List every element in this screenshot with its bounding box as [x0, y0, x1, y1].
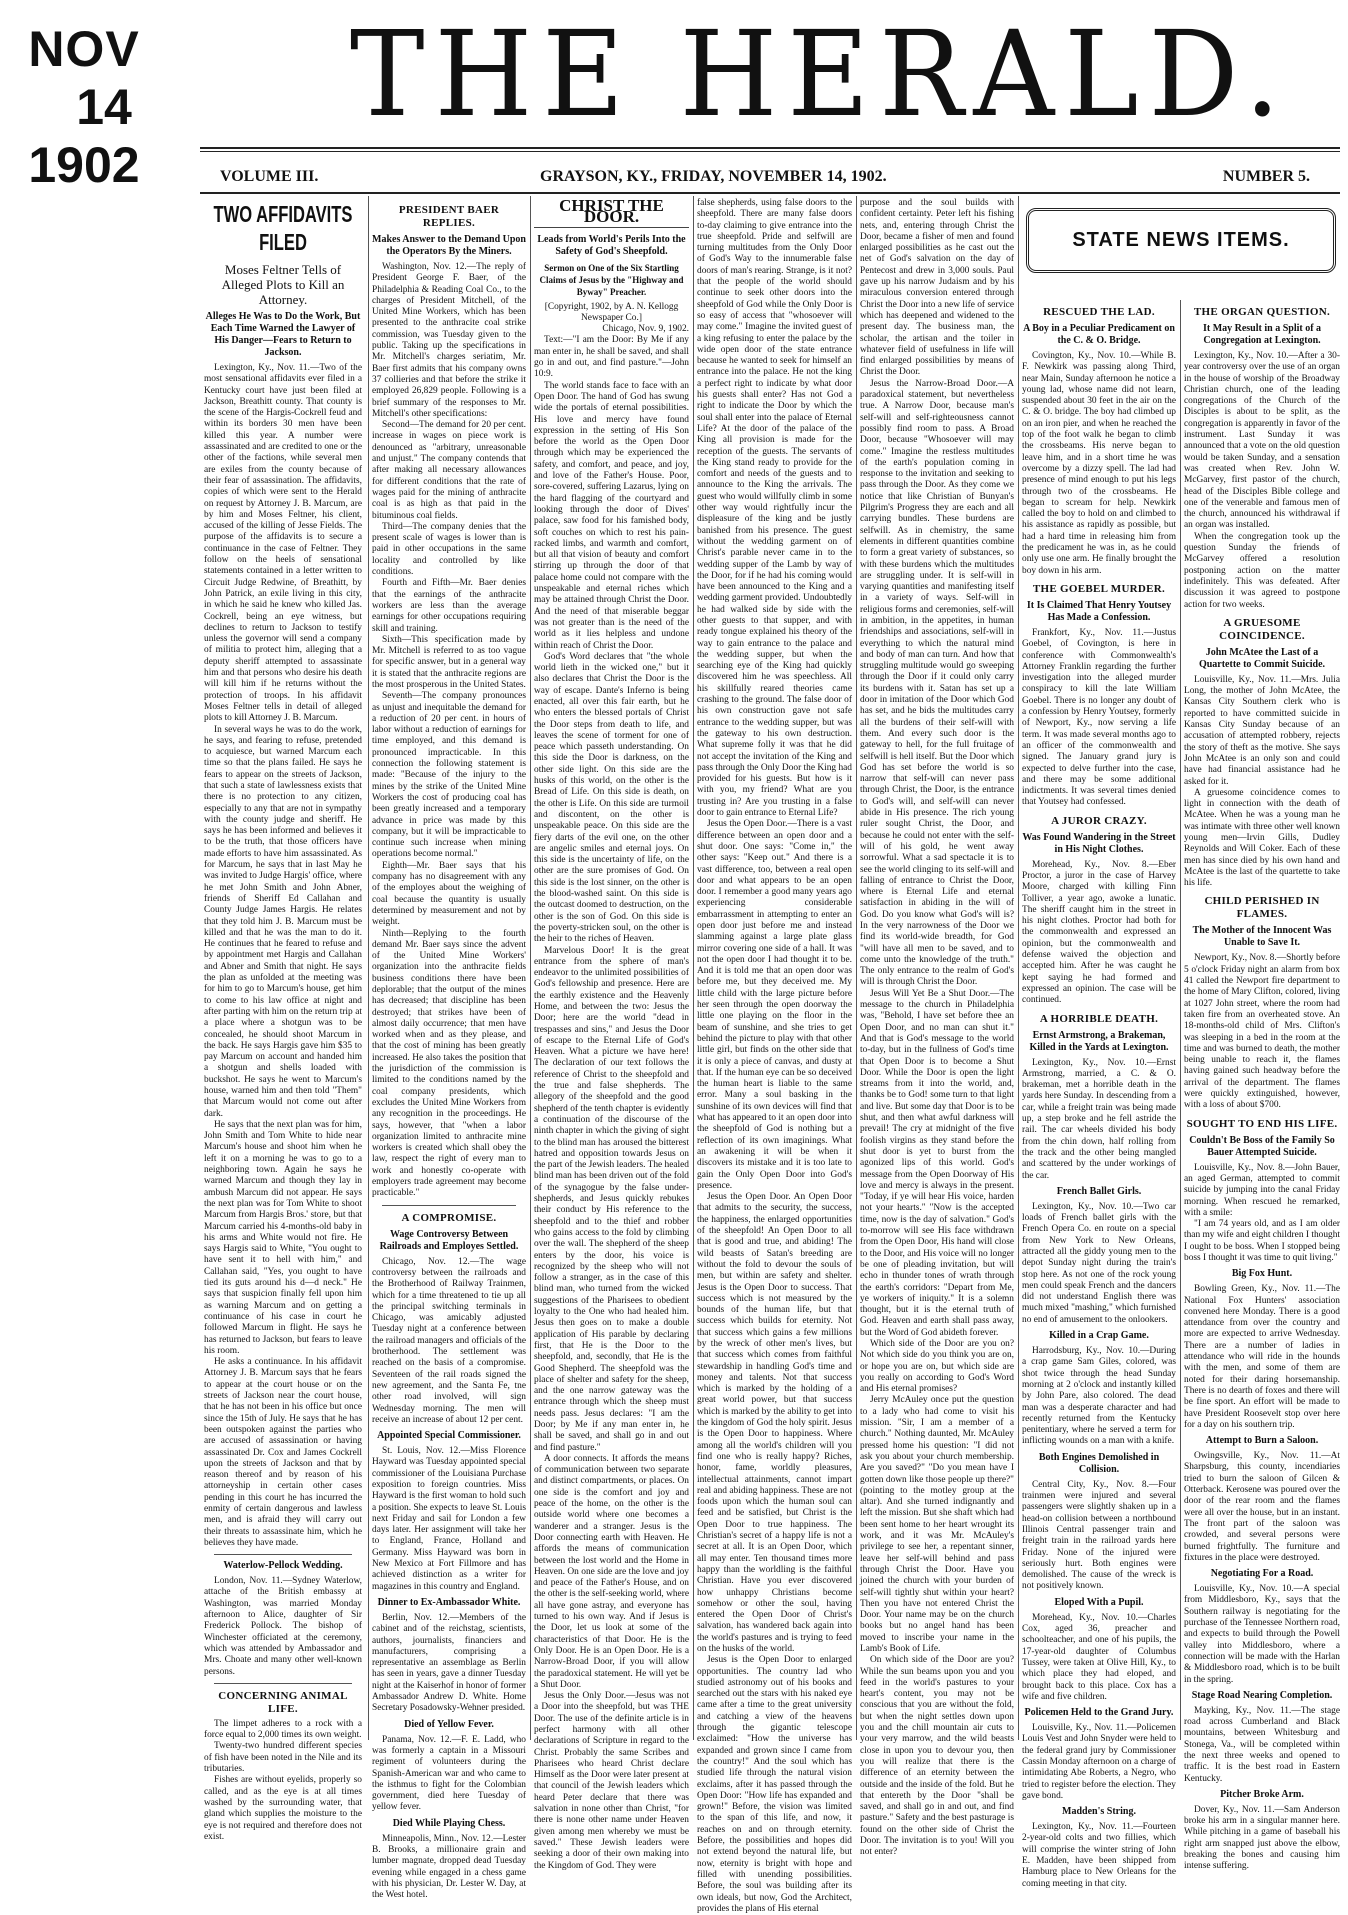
headline: THE ORGAN QUESTION.: [1193, 306, 1331, 318]
paragraph: Frankfort, Ky., Nov. 11.—Justus Goebel, of Covington, is here in conference with Commonwealth's Attorney Franklin regarding the further investigation into the alleged murder conspiracy to kill the late William Goebel. There is no longer any doubt of a confession by Henry Youtsey, formerly of Newport, Ky., now serving a life term. It was made several months ago to an officer of the commonwealth and signed. The January grand jury is expected to delve further into the case, and there may be some additional indictments. It was several times denied that Youtsey had confessed.: [1022, 627, 1176, 808]
paragraph: Newport, Ky., Nov. 8.—Shortly before 5 o'clock Friday night an alarm from box 41 called the Newport fire department to the home of Mary Clifton, colored, living at 1027 John street, where the room had taken fire from an overheated stove. An 18-months-old child of Mrs. Clifton's was sleeping in a bed in the room at the time and was burned to death, the mother being unable to reach it, the flames having gained such headway before the arrival of the department. The flames were quickly extinguished, however, with a loss of about $700.: [1184, 953, 1340, 1111]
paragraph: Owingsville, Ky., Nov. 11.—At Sharpsburg, this county, incendiaries tried to burn the saloon of Gilcen & Otterback. Kerosene was poured over the door of the rear room and the flames were all over the house, but in an instant. The front part of the saloon was crowded, and several persons were burned frightfully. The furniture and fixtures in the place were destroyed.: [1184, 1451, 1340, 1563]
article-christ-the-door-end: [860, 198, 1014, 1858]
column-rule: [856, 196, 857, 1740]
column-rule: [693, 196, 694, 1740]
divider: [382, 1205, 516, 1206]
deck: Couldn't Be Boss of the Family So Bauer Attempted Suicide.: [1189, 1134, 1335, 1158]
headline: French Ballet Girls.: [1056, 1185, 1142, 1197]
headline: CONCERNING ANIMAL LIFE.: [218, 1689, 348, 1715]
paragraph: Seventh—The company pronounces as unjust and inequitable the demand for a reduction of 20 per cent. in hours of labor without a reduction of earnings for time employed, and this demand is pronounced impracticable. In this connection the following statement is made: "Because of the injury to the mines by the strike of the United Mine Workers the cost of producing coal has been greatly increased and a temporary advance in price was made by this company, but it will be impracticable to continue such increase when mining operations become normal.": [372, 691, 526, 860]
paragraph: Text:—"I am the Door: By Me if any man enter in, he shall be saved, and shall go in and out, and find pasture."—John 10:9.: [534, 335, 689, 380]
stamp-day: 14: [76, 79, 132, 135]
headline: Waterlow-Pellock Wedding.: [223, 1560, 343, 1572]
headline: RESCUED THE LAD.: [1043, 306, 1155, 318]
paragraph: London, Nov. 11.—Sydney Waterlow, attache of the British embassy at Washington, was married Monday afternoon to Alice, daughter of Sir Frederick Pollock. The bishop of Winchester officiated at the ceremony, which was attended by Ambassador and Mrs. Choate and many other well-known persons.: [204, 1576, 362, 1677]
headline: A JUROR CRAZY.: [1051, 814, 1147, 827]
paragraph: Dover, Ky., Nov. 11.—Sam Anderson broke his arm in a singular manner here. While pitching in a game of baseball his right arm snapped just above the elbow, breaking the bones and causing him intense suffering.: [1184, 1804, 1340, 1872]
paragraph: In several ways he was to do the work, he says, and fearing to refuse, pretended to acquiesce, but warned Marcum each time so that the plans failed. He says he fears to appear on the streets of Jackson, that such a state of lawlessness exists that there is no protection to any citizen, especially to any that are not in sympathy with the county judge and sheriff. He says he has been informed and believes it to be the truth, that those officers have made efforts to have him assassinated. As for Marcum, he says that in last May he was invited to Judge Hargis' office, where he met John Smith and John Abner, friends of Sheriff Ed Callahan and County Judge James Hargis. He relates that they told him J. B. Marcum must be killed and that he was the man to do it. He continues that he feared to refuse and by appointment met Hargis and Callahan and Abner and Smith that night. He says the plan as unfolded at the meeting was for him to go to Marcum's house, get him to come to his law office at night and after parting with him on the return trip at a place where a shotgun was to be concealed, he should shoot Marcum in the back. He says Hargis gave him $35 to pay Marcum on account and handed him a shotgun and shells loaded with buckshot. He says he went to Marcum's house, warned him and then told "Them" that Marcum would not come out after dark.: [204, 724, 362, 1119]
headline: CHILD PERISHED IN FLAMES.: [1204, 895, 1320, 921]
divider: [214, 1683, 352, 1684]
dateline: [200, 168, 1340, 190]
paragraph: A door connects. It affords the means of communication between two separate and distinct compartments, or places. On one side is the comfort and joy and peace of the home, on the other is the outside world where one becomes a wanderer and a stranger. Jesus is the Door connecting earth with Heaven. He affords the means of communication between the lost world and the Home in Heaven. On one side are the love and joy and peace of the Father's House, and on the other is the self-seeking world, where all have gone astray, and everyone has turned to his own way. And if Jesus is the Door, let us look at some of the characteristics of that Door. He is the Only Door. He is an Open Door. He is a Narrow-Broad Door, if you will allow the paradoxical statement. He will yet be a Shut Door.: [534, 1453, 689, 1690]
headline: SOUGHT TO END HIS LIFE.: [1186, 1117, 1338, 1130]
paragraph: He asks a continuance. In his affidavit Attorney J. B. Marcum says that he fears to appear at the court house or on the streets of Jackson near the court house, that he has not been in his office but once since the 15th of July. He says that he has been outspoken against the parties who are accused of assassination or having assassinated Dr. Cox and James Cockrell upon the streets of Jackson and that by reason thereof and by reason of his attorneyship in certain other cases pending in this court he has incurred the enmity of certain dangerous and lawless men, and is afraid they will carry out their threats to assassinate him, which he believes they have made.: [204, 1357, 362, 1548]
deck: Wage Controversy Between Railroads and Employes Settled.: [379, 1228, 519, 1252]
column-rule: [368, 196, 369, 1740]
paragraph: Jesus Will Yet Be a Shut Door.—The message to the church in Philadelphia was, "Behold, I have set before thee an Open Door, and no man can shut it." And that is God's message to the world to-day, but in the fullness of God's time that Open Door is to become a Shut Door. While the Door is open the light streams from it into the world, and, thanks be to God! some turn to that light and live. But some day that Door is to be shut, and then what awful darkness will prevail! The cry at midnight of the five foolish virgins as they stand before the shut door is yet to burst from the agonized lips of this world. God's message from the Open Doorway of His love and mercy is always in the present. "Today, if ye will hear His voice, harden not your hearts." "Now is the accepted time, now is the day of salvation." God's to-morrow will see His face withdrawn from the Open Door, His hand will close to the Door, and His voice will no longer be one of pleading invitation, but will echo in thunder tones of wrath through the earth's corridors: "Depart from Me, ye workers of iniquity." It is a solemn thought, but it is the eternal truth of God. Heaven and earth shall pass away, but the Word of God abideth forever.: [860, 988, 1014, 1338]
masthead-rule-thin: [200, 151, 1340, 152]
paragraph: Louisville, Ky., Nov. 8.—John Bauer, an aged German, attempted to commit suicide by jumping into the canal Friday morning. When rescued he remarked, with a smile:: [1184, 1162, 1340, 1218]
dateline-rule: [200, 192, 1340, 194]
column-rule: [1018, 196, 1019, 1740]
subheadline: Moses Feltner Tells of Alleged Plots to Kill an Attorney.: [221, 262, 345, 307]
paragraph: Mayking, Ky., Nov. 11.—The stage road across Cumberland and Black mountains, between Whitesburg and Stonega, Va., will be completed within the next three weeks and opened to traffic. It is the best road in Eastern Kentucky.: [1184, 1705, 1340, 1784]
headline: Attempt to Burn a Saloon.: [1205, 1435, 1319, 1447]
deck: Makes Answer to the Demand Upon the Operators By the Miners.: [372, 234, 526, 257]
paragraph: St. Louis, Nov. 12.—Miss Florence Hayward was Tuesday appointed special commissioner of the Louisiana Purchase exposition to foreign countries. Miss Hayward is the first woman to hold such a position. She expects to leave St. Louis next Friday and sail for London a few days later. Her assignment will take her to England, France, Holland and Germany. Miss Hayward was born in New Mexico at Fort Fillmore and has achieved distinction as a writer for magazines in this country and England.: [372, 1446, 526, 1592]
copyright-line: [Copyright, 1902, by A. N. Kellogg Newspaper Co.]: [544, 301, 679, 323]
article-christ-the-door: [534, 196, 689, 1871]
paragraph: Which side of the Door are you on? Not which side do you think you are on, or hope you are on, but which side are you really on according to God's Word and His eternal promises?: [860, 1338, 1014, 1395]
paragraph: Central City, Ky., Nov. 8.—Four trainmen were injured and several passengers were slightly shaken up in a head-on collision between a northbound Illinois Central passenger train and freight train in the railroad yards here Friday. None of the injured were seriously hurt. Both engines were demolished. The cause of the wreck is not positively known.: [1022, 1479, 1176, 1592]
column-rule: [530, 196, 531, 1740]
paragraph: Marvelous Door! It is the great entrance from the sphere of man's endeavor to the unlimited possibilities of God's fellowship and presence. Here are the earthly existence and the Heavenly Home, and between the two: Jesus the Door; here are the world "dead in trespasses and sins," and Jesus the Door of escape to the Eternal Life of God's Heaven. What a picture we have here! The declaration of our text follows the reference of Christ to the sheepfold and the true and false shepherds. The allegory of the sheepfold and the good shepherd of the tenth chapter is evidently a continuation of the discourse of the ninth chapter in which the giving of sight to the blind man has aroused the bitterest hatred and opposition towards Jesus on the part of the Jewish leaders. The healed blind man has been driven out of the fold of the synagogue by the false under-shepherds, and Jesus quickly rebukes their conduct by His reference to the sheepfold and to the thief and robber who gains access to the fold by climbing over the wall. The shepherd of the sheep enters by the door, his voice is recognized by the sheep who will not follow a stranger, as in the case of this blind man, who turned from the wicked suggestions of the Pharisees to obedient loyalty to the One who had healed him. Jesus then goes on to make a double application of His parable by declaring first, that He is the Door to the sheepfold, and, secondly, that He is the Good Shepherd. The sheepfold was the place of shelter and safety for the sheep, and the one narrow gateway was the entrance through which the sheep must needs pass. Jesus declares: "I am the Door; by Me if any man enter in, he shall be saved, and shall go in and out and find pasture.": [534, 945, 689, 1453]
paragraph: Covington, Ky., Nov. 10.—While B. F. Newkirk was passing along Third, near Main, Sunday afternoon he notice a young lad, whose name did not learn, suspended about 30 feet in the air on the C. & O. bridge. The boy had climbed up on an iron pier, and when he reached the top of the foot walk he began to climb the crossbeams. His nerve began to leave him, and in a short time he was overcome by a dizzy spell. The lad had presence of mind enough to put his legs through two of the crossbeams. He began to scream for help. Newkirk called the boy to hold on and climbed to his assistance as rapidly as possible, but had a hard time in releasing him from the predicament he was in, as he could only use one arm. He finally brought the boy down in his arm.: [1022, 351, 1176, 576]
paragraph: Jesus the Narrow-Broad Door.—A paradoxical statement, but nevertheless true. A Narrow Door, because man's self-will and self-righteousness cannot possibly find room to pass. A Broad Door, because "Whosoever will may come." Imagine the restless multitudes of the earth's population coming in response to the invitation and seeking to pass through the Door. As they come we notice that like Christian of Bunyan's Pilgrim's Progress they are each and all carrying bundles. These burdens are selfwill. As in chemistry, the same elements in different quantities combine to form a great variety of substances, so with these burdens which the multitudes are struggling under. It is self-will in varying quantities and manifesting itself in a variety of ways. Self-will in religious forms and ceremonies, self-will in ambition, in the appetites, in human friendships and associations, self-will in everything to which the natural mind and body of man can turn. And how that struggling multitude would go sweeping through the Door if it could only carry its burdens with it. Satan has set up a door in imitation of the Door which God has set, and he bids the multitudes carry all the burdens of their self-will with them. And every such door is the gateway to hell, for the full fruitage of selfwill is hell itself. But the Door which God has set before the world is so narrow that self-will can never pass through Christ, the Door, is the entrance to God's will, and self-will can never abide in His presence. The rich young ruler sought Christ, the Door, and because he could not enter with the self-will of his gold, he went away sorrowful. What a sad spectacle it is to see the world clinging to its self-will and falling of entrance to Christ the Door, where is Eternal Life and eternal satisfaction in abiding in the will of God. Do you know what God's will is? In the very narrowness of the Door we find its world-wide breadth, for God "will have all men to be saved, and to come unto the knowledge of the truth." The only entrance to the realm of God's will is through Christ the Door.: [860, 378, 1014, 988]
headline: THE GOEBEL MURDER.: [1032, 582, 1166, 595]
article-two-affidavits: [204, 198, 362, 1842]
column-rule: [1180, 300, 1181, 1740]
paragraph: When the congregation took up the question Sunday the friends of McGarvey offered a resolution postponing action on the matter indefinitely. This was defeated. After discussion it was agreed to postpone action for two weeks.: [1184, 531, 1340, 610]
paragraph: Panama, Nov. 12.—F. E. Ladd, who was formerly a captain in a Missouri regiment of volunteers during the Spanish-American war and who came to the isthmus to fight for the Colombian government, died here Tuesday of yellow fever.: [372, 1734, 526, 1813]
paragraph: Bowling Green, Ky., Nov. 11.—The National Fox Hunters' association convened here Monday. There is a good attendance from over the country and more are expected to arrive Wednesday. There are a number of ladies in attendance who will ride in the hounds with the men, and some of them are noted for their daring horsemanship. There is no dearth of foxes and there will be fine sport. An effort will be made to have President Roosevelt stop over here for a day on his southern trip.: [1184, 1284, 1340, 1430]
paragraph: Morehead, Ky., Nov. 8.—Eber Proctor, a juror in the case of Harvey Moore, charged with killing Finn Tolliver, a year ago, awoke a lunatic. The sheriff caught him in the street in his night clothes. Proctor had both for the commonwealth and expressed an opinion, but the commonwealth and defense waived the objection and accepted him. After he was caught he kept saying he had formed and expressed an opinion. The case will be continued.: [1022, 859, 1176, 1006]
paragraph: A gruesome coincidence comes to light in connection with the death of McAtee. When he was a young man he was intimate with three other well known young men—Irvin Gills, Dudley Reynolds and Will Coker. Each of these men has since died by his own hand and McAtee is the last of the quartette to take his life.: [1184, 787, 1340, 889]
headline: Died While Playing Chess.: [392, 1817, 506, 1829]
paragraph: Minneapolis, Minn., Nov. 12.—Lester B. Brooks, a millionaire grain and lumber magnate, dropped dead Tuesday evening while engaged in a chess game with his physician, Dr. Lester W. Day, at the West hotel.: [372, 1833, 526, 1901]
paragraph: On which side of the Door are you? While the sun beams upon you and you feed in the world's pastures to your heart's content, you may not be conscious that you are without the fold, but when the night settles down upon you and the chill mountain air cuts to your very marrow, and the wild beasts close in upon you to devour you, then you will realize that there is the difference of an eternity between the outside and the inside of the fold. But he that entereth by the Door "shall be saved, and shall go in and out, and find pasture." Safety and the best pasturage is found on the other side of Christ the Door. The invitation is to you! Will you not enter?: [860, 1655, 1014, 1858]
paragraph: God's Word declares that "the whole world lieth in the wicked one," but it also declares that Christ the Door is the way of escape. Dante's Inferno is being enacted, all over this fair earth, but he who enters the blessed portals of Christ the Door steps from death to life, and leaves the scene of torment for one of peace which passeth understanding. On this side the Door is darkness, on the other side light. On this side are the husks of this world, on the other is the Bread of Life. On this side is death, on the other is Life. On this side are turmoil and discontent, on the other is unspeakable peace. On this side are the fiery darts of the evil one, on the other are angelic smiles and eternal joys. On this side is the uncertainty of life, on the other are the sure promises of God. On this side is the lost sinner, on the other is the blood-washed saint. On this side is the outcast doomed to destruction, on the other is the son of God. On this side is the poverty-stricken soul, on the other is the heir to the riches of Heaven.: [534, 651, 689, 945]
paragraph: Second—The demand for 20 per cent. increase in wages on piece work is denounced as "arbitrary, unreasonable and unjust." The company contends that after making all necessary allowances for different conditions that the rate of wages paid for the mining of anthracite coal is as high as that paid in the bituminous coal fields.: [372, 420, 526, 521]
headline: A GRUESOME COINCIDENCE.: [1219, 616, 1305, 642]
masthead-title: THE HERALD.: [349, 6, 1291, 144]
paragraph: Third—The company denies that the present scale of wages is lower than is paid in other occupations in the same locality and controlled by like conditions.: [372, 521, 526, 578]
article-christ-the-door-cont: [697, 198, 852, 1914]
state-news-column-left: [1022, 300, 1176, 1889]
headline: Killed in a Crap Game.: [1049, 1330, 1149, 1342]
paragraph: Twenty-two hundred different species of fish have been noted in the Nile and its tributaries.: [204, 1741, 362, 1775]
stamp-year: 1902: [28, 137, 140, 193]
article-president-baer: [372, 198, 526, 1901]
headline: TWO AFFIDAVITS FILED: [213, 201, 353, 255]
headline: Negotiating For a Road.: [1210, 1568, 1314, 1580]
deck: John McAtee the Last of a Quartette to Commit Suicide.: [1198, 646, 1326, 670]
paragraph: "I am 74 years old, and as I am older than my wife and eight children I thought I ought to be boss. When I stopped being boss I thought it was time to quit living.": [1184, 1219, 1340, 1263]
deck: Alleges He Was to Do the Work, But Each Time Warned the Lawyer of His Danger—Fears to Return to Jackson.: [205, 311, 361, 358]
state-news-column-right: [1184, 300, 1340, 1872]
paragraph: false shepherds, using false doors to the sheepfold. There are many false doors to-day claiming to give entrance into the true sheepfold. Pride and selfwill are turning multitudes from the Only Door of God's Way to the innumerable false doors of man's rearing. Strange, is it not? that the people of the world should continue to seek other doors into the sheepfold of God while the Only Door is so easy of access that "whosoever will may come." Imagine the invited guest of a king refusing to enter the palace by the wide open door of the state entrance because he wanted to seek for himself an entrance into the palace. He not the king a perfect right to indicate by what door his guests shall enter? Has not God a right to indicate the Door by which the soul shall enter into the palace of Eternal Life? At the door of the palace of the King all provision is made for the reception of the guests. The servants of the King stand ready to provide for the comfort and needs of the guests and to announce to the King the arrivals. The guest who would willfully climb in some other way would rightfully incur the displeasure of the king and be justly banished from his presence. The guest without the wedding garment on of Christ's parable never came in to the wedding supper of the Lamb by way of the Door, for if he had his coming would have been announced to the King and a wedding garment provided. Undoubtedly he had walked side by side with the other guests to that supper, and with ready tongue explained his theory of the way to gain entrance to the palace and the wedding supper, but when the searching eye of the King had quickly discovered him he was speechless. All his skillfully reared theories came crashing to the ground. The false door of his own construction gave not safe entrance to the wedding supper, but was the gateway to his own destruction. What supreme folly it was that he did not accept the invitation of the King and pass through the Only Door the King had provided for his guests. But how is it with you, my friend? What are you trusting in? Are you trusting in a false door to gain entrance to Eternal Life?: [697, 198, 852, 819]
state-news-banner: STATE NEWS ITEMS.: [1026, 208, 1336, 273]
headline: Policemen Held to the Grand Jury.: [1024, 1707, 1174, 1719]
paragraph: Louisville, Ky., Nov. 11.—Policemen Louis Vest and John Snyder were held to the federal grand jury by Commissioner Cassin Monday afternoon on a charge of intimidating Abe Roberts, a Negro, who tried to register before the election. They gave bond.: [1022, 1723, 1176, 1801]
deck: The Mother of the Innocent Was Unable to Save It.: [1192, 925, 1332, 949]
dateline: Chicago, Nov. 9, 1902.: [602, 324, 689, 335]
masthead-rule-top: [200, 147, 1340, 149]
paragraph: Lexington, Ky., Nov. 10.—Two car loads of French ballet girls with the French Opera Co. en route on a special from New York to New Orleans, attracted all the giddy young men to the depot Sunday night during the train's stop here. As not one of the rock young men could speak French and the dancers did not understand English there was much mixed "mashing," which furnished no end of amusement to the onlookers.: [1022, 1201, 1176, 1325]
headline: Both Engines Demolished in Collision.: [1038, 1451, 1160, 1475]
paragraph: Lexington, Ky., Nov. 10.—After a 30-year controversy over the use of an organ in the house of worship of the Broadway Christian church, one of the leading congregations of the Church of the Disciples is about to be split, as the congregation is apparently in favor of the instrument. Last Sunday it was announced that a vote on the old question would be taken Sunday, and a sensation was created when Rev. John W. McGarvey, first pastor of the church, head of the Disciples Bible college and one of the venerable and famous men of the church, announced his withdrawal if an organ was installed.: [1184, 351, 1340, 531]
paragraph: Louisville, Ky., Nov. 11.—Mrs. Julia Long, the mother of John McAtee, the Kansas City Southern clerk who is reported to have committed suicide in Kansas City Sunday because of an accusation of attempted robbery, rejects the story of theft as the motive. She says John McAtee is an only son and could have had financial assistance had he asked for it.: [1184, 674, 1340, 787]
paragraph: Berlin, Nov. 12.—Members of the cabinet and of the reichstag, scientists, authors, journalists, financiers and manufacturers, comprising a representative an assemblage as Berlin has seen in years, gave a dinner Tuesday night at the Kaiserhof in honor of former Ambassador Andrew D. White. Home Secretary Posadowsky-Wehner presided.: [372, 1612, 526, 1714]
deck: It May Result in a Split of a Congregation at Lexington.: [1202, 323, 1322, 346]
deck: It Is Claimed That Henry Youtsey Has Made a Confession.: [1026, 599, 1172, 623]
deck: Ernst Armstrong, a Brakeman, Killed in the Yards at Lexington.: [1029, 1029, 1169, 1053]
place-date: GRAYSON, KY., FRIDAY, NOVEMBER 14, 1902.: [540, 168, 887, 185]
paragraph: Ninth—Replying to the fourth demand Mr. Baer says since the advent of the United Mine Workers' organization into the anthracite fields business conditions there have been deplorable; that the output of the mines has decreased; that discipline has been destroyed; that strikes have been of almost daily occurrence; that men have worked when and as they please, and that the cost of mining has been greatly increased. He also takes the position that the jurisdiction of the commission is limited to the conditions named by the coal company presidents, which excludes the United Mine Workers from any recognition in the proceedings. He says, however, that "when a labor organization limited to anthracite mine workers is created which shall obey the law, respect the right of every man to work and honestly co-operate with employers trade agreement may become practicable.": [372, 928, 526, 1199]
headline: CHRIST THE DOOR.: [534, 200, 689, 228]
paragraph: Eighth—Mr. Baer says that his company has no disagreement with any of the employes about the weighing of coal because the quantity is usually determined by measurement and not by weight.: [372, 860, 526, 928]
paragraph: Lexington, Ky., Nov. 11.—Fourteen 2-year-old colts and two fillies, which will comprise the winter string of John E. Madden, have been shipped from Hamburg place to New Orleans for the coming meeting in that city.: [1022, 1822, 1176, 1889]
headline: A COMPROMISE.: [401, 1211, 497, 1224]
issue-number: NUMBER 5.: [1222, 168, 1310, 185]
stamp-month: NOV: [28, 21, 140, 77]
paragraph: Jesus the Open Door. An Open Door that admits to the security, the success, the happiness, the enlarged opportunities of the sheepfold! An Open Door to all that is good and true, and abiding! The wild beasts of Satan's breeding are without the fold to devour the souls of men, but within are safety and shelter. Jesus is the Open Door to success. That success which is not measured by the bounds of the human life, but that success which builds for eternity. Not that success which gains a few millions by the wreck of other men's lives, but that success which comes from faithful stewardship in handling God's time and money and talents. Not that success which is marked by the holding of a great world power, but that success which is marked by the ability to get into the kingdom of God the holy spirit. Jesus is the Open Door to happiness. Where among all the world's children will you find one who is really happy? Riches, honor, fame, worldly pleasures, intellectual attainments, cannot impart real and abiding happiness. These are not foods upon which the human soul can feed and be satisfied, but Christ is the Open Door to true happiness. The Christian's secret of a happy life is not a secret at all. It is an Open Door, which all may enter. Ten thousand times more happy than the worldling is the faithful Christian. Have you ever discovered how unhappy Christians become somehow or other the soul, having entered the Open Door of Christ's salvation, has wandered back again into the world's pastures and is trying to feed on the husks of the world.: [697, 1192, 852, 1654]
deck: Sermon on One of the Six Startling Claims of Jesus by the "Highway and Byway" Preacher.: [539, 262, 684, 297]
headline: Died of Yellow Fever.: [404, 1718, 494, 1730]
paragraph: Sixth—This specification made by Mr. Mitchell is referred to as too vague for specific answer, but in a general way it is stated that the anthracite regions are the most prosperous in the United States.: [372, 634, 526, 690]
volume-label: VOLUME III.: [220, 168, 319, 185]
deck: A Boy in a Peculiar Predicament on the C. & O. Bridge.: [1023, 323, 1175, 346]
paragraph: Louisville, Ky., Nov. 10.—A special from Middlesboro, Ky., says that the Southern railway is negotiating for the purchase of the Tennessee Northern road, and expects to build through the Powell valley into Middlesboro, where a connection will be made with the Harlan & Middlesboro road, which is to be built in the spring.: [1184, 1584, 1340, 1685]
paragraph: Jesus the Open Door.—There is a vast difference between an open door and a shut door. One says: "Come in," the other says: "Keep out." And there is a vast difference, too, between a real open door and what appears to be an open door. I remember a good many years ago experiencing considerable embarrassment in attempting to enter an open door just before me and instead slamming against a large plate glass mirror covering one side of a hall. It was not the open door I had thought it to be. And it is told me that an open door was before me, but they deceived me. My little child with the large picture before her seen through the open doorway the little one playing on the floor in the beam of sunshine, and she tries to get behind the picture to play with that other little girl, but finds on the other side that it is only a piece of canvas, and dusty at that. If the human eye can be so deceived the human heart is liable to the same error. Many a soul basking in the sunshine of its own devices will find that what has appeared to it an open door into the sheepfold of God is nothing but a reflection of its own imaginings. What an awakening it will be when it discovers its mistake and it is too late to gain the Only Open Door into God's presence.: [697, 819, 852, 1191]
headline: Eloped With a Pupil.: [1054, 1596, 1144, 1608]
paragraph: Fourth and Fifth—Mr. Baer denies that the earnings of the anthracite workers are less than the average earnings for other occupations requiring skill and training.: [372, 578, 526, 634]
paragraph: Harrodsburg, Ky., Nov. 10.—During a crap game Sam Giles, colored, was shot twice through the head Sunday morning at 2 o'clock and instantly killed by John Pare, also colored. The dead man was a desperate character and had recently returned from the Kentucky penitentiary, where he served a term for inflicting wounds on a man with a knife.: [1022, 1346, 1176, 1447]
headline: PRESIDENT BAER REPLIES.: [398, 204, 500, 229]
paragraph: Jesus the Only Door.—Jesus was not a Door into the sheepfold, but was THE Door. The use of the definite article is in perfect harmony with all other declarations of Scripture in regard to the Christ. Probably the same Scribes and Pharisees who heard Christ declare Himself as the Door were later present at that council of the Jewish leaders which heard Peter declare that there was salvation in none other than Christ, "for there is none other name under Heaven given among men whereby we must be saved." These Jewish leaders were seeking a door of their own making into the Kingdom of God. They were: [534, 1691, 689, 1871]
paragraph: Lexington, Ky., Nov. 10.—Ernst Armstrong, married, a C. & O. brakeman, met a horrible death in the yards here Sunday. In descending from a car, while a freight train was being made up, a step broke and he fell astride the rail. The car wheels divided his body from the chin down, half rolling from the track and the other being mangled and scattered by the under workings of the car.: [1022, 1057, 1176, 1181]
headline: Stage Road Nearing Completion.: [1191, 1689, 1333, 1701]
divider: [214, 1554, 352, 1555]
paragraph: Jesus is the Open Door to enlarged opportunities. The country lad who studied astronomy out of his books and searched out the stars with his naked eye came after a time to the great university and catching a view of the heavens through the gigantic telescope exclaimed: "How the universe has expanded and grown since I came from the country!" And the soul which has studied life through the natural vision exclaims, after it has passed through the Open Door: "How life has expanded and grown!" Before, the vision was limited to the span of this life, and now, it reaches on and on through eternity. Before, the possibilities and hopes did not extend beyond the natural life, but now, eternity is bright with hope and filled with unending possibilities. Before, the soul was building after its own ideals, but now, God the Architect, provides the plans of His eternal: [697, 1655, 852, 1914]
deck: Was Found Wandering in the Street in His Night Clothes.: [1022, 831, 1176, 855]
date-stamp: [14, 20, 154, 194]
deck: Leads from World's Perils Into the Safety of God's Sheepfold.: [537, 233, 686, 257]
paragraph: Morehead, Ky., Nov. 10.—Charles Cox, aged 36, preacher and schoolteacher, and one of his pupils, the 17-year-old daughter of Columbus Tussey, were taken at Olive Hill, Ky., to which place they had eloped, and brought back to this place. Cox has a wife and five children.: [1022, 1612, 1176, 1702]
paragraph: He says that the next plan was for him, John Smith and Tom White to hide near Marcum's house and shoot him when he left it on a morning he was to go to a neighboring town. Again he says he warned Marcum and though they lay in ambush Marcum did not appear. He says the next plan was for Tom White to shoot Marcum from Hargis Bros.' store, but that Marcum carried his 4-months-old baby in his arms and White would not fire. He says Hargis said to White, "You ought to have sent it to hell with him," and Callahan said, "Yes, you ought to have tied its guts around his d—d neck." He says that suspicion finally fell upon him as warning Marcum and on getting a continuance of his case in court he followed Marcum in flight. He says he has returned to Jackson, but fears to leave his room.: [204, 1119, 362, 1356]
paragraph: Washington, Nov. 12.—The reply of President George F. Baer, of the Philadelphia & Reading Coal Co., to the charges of President Mitchell, of the United Mine Workers, which has been presented to the anthracite coal strike commission, was Tuesday given to the public. Taking up the specifications in Mr. Mitchell's charges seriatim, Mr. Baer first admits that his company owns 37 collieries and that before the strike it employed 26,829 people. Following is a brief summary of the responses to Mr. Mitchell's other specifications:: [372, 262, 526, 419]
paragraph: Fishes are without eyelids, properly so called, and as the eye is at all times washed by the surrounding water, that gland which supplies the moisture to the eye is not required and therefore does not exist.: [204, 1775, 362, 1842]
headline: Appointed Special Commissioner.: [377, 1430, 521, 1442]
paragraph: purpose and the soul builds with confident certainty. Peter left his fishing nets, and, entering through Christ the Door, became a fisher of men and found enlarged possibilities as he cast out the net of God's salvation on the day of Pentecost and drew in 3,000 souls. Paul gave up his narrow Judaism and by his miraculous conversion entered through Christ the Door into a new life of service which has deepened and widened to the present day. The business man, the scholar, the artisan and the toiler in whatever field of usefulness in life will find enlarged possibilities by means of Christ the Door.: [860, 198, 1014, 378]
headline: Madden's String.: [1062, 1806, 1136, 1818]
paragraph: Chicago, Nov. 12.—The wage controversy between the railroads and the Brotherhood of Railway Trainmen, which for a time threatened to tie up all the principal switching terminals in Chicago, was amicably adjusted Tuesday night at a conference between the railroad managers and officials of the brotherhood. The settlement was reached on the basis of a compromise. Seventeen of the rail roads signed the new agreement, and the Santa Fe, tne other road involved, will sign Wednesday morning. The men will receive an increase of about 12 per cent.: [372, 1256, 526, 1425]
headline: A HORRIBLE DEATH.: [1039, 1012, 1159, 1025]
headline: Dinner to Ex-Ambassador White.: [377, 1596, 521, 1608]
paragraph: Jerry McAuley once put the question to a lady who had come to visit his mission. "Sir, I am a member of a church." Nothing daunted, Mr. McAuley pressed home his question: "I did not ask you about your church membership. Are you saved?" "Do you mean have I gotten down like those people up there?" (pointing to the motley group at the altar). And she turned indignantly and left the mission. But she shaft which had been sent home to her heart wrought its work, and it was Mr. McAuley's privilege to see her, a repentant sinner, leave her self-will behind and pass through Christ the Door. Have you joined the church with your burden of self-will tightly shut within your heart? Then you have not entered Christ the Door. Your name may be on the church books but no angel hand has been moved to inscribe your name in the Lamb's Book of Life.: [860, 1395, 1014, 1654]
paragraph: Lexington, Ky., Nov. 11.—Two of the most sensational affidavits ever filed in a Kentucky court have just been filed at Jackson, Breathitt county. That county is the scene of the Hargis-Cockrell feud and within its borders 30 men have been killed this year. A number were assassinated and are credited to one or the other of the factions, while several men are exiles from the county because of their fear of assassination. The affidavits, copies of which were sent to the Herald on request by Attorney J. B. Marcum, are by him and Moses Feltner, his client, accused of the killing of Jesse Fields. The purpose of the affidavits is to secure a continuance in the case of Feltner. They follow on the heels of sensational statements contained in a letter written to Circuit Judge Redwine, of Breathitt, by John Patrick, an exile living in this city, in which he said he knew who killed Jas. Cockrell, being an eye witness, but declines to return to Jackson to testify unless the governor will send a company of militia to protect him, alleging that a deputy sheriff attempted to assassinate him and that persons who desire his death will kill him if he returns without the protection of troops. In his affidavit Moses Feltner tells in detail of alleged plots to kill Attorney J. B. Marcum.: [204, 363, 362, 724]
paragraph: The world stands face to face with an Open Door. The hand of God has swung wide the portals of eternal possibilities. His love and mercy have found expression in the setting of His Son before the world as the Open Door through which may be experienced the safety, and comfort, and peace, and joy, and love of the Father's House. Poor, sore-covered, suffering Lazarus, lying on the hard flagging of the courtyard and looking through the door of Dives' palace, saw food for his famished body, soft couches on which to rest his pain-racked limbs, and warmth and comfort, but all that vision of beauty and comfort stirring up through the door of that palace home could not compare with the unspeakable and eternal riches which may be attained through Christ the Door. And the need of that miserable beggar was not greater than is the need of the world as it lies helpless and undone within reach of Christ the Door.: [534, 380, 689, 651]
headline: Big Fox Hunt.: [1231, 1268, 1293, 1280]
state-news-banner-wrap: [1022, 198, 1340, 283]
paragraph: The limpet adheres to a rock with a force equal to 2,000 times its own weight.: [204, 1718, 362, 1741]
headline: Pitcher Broke Arm.: [1220, 1788, 1304, 1800]
